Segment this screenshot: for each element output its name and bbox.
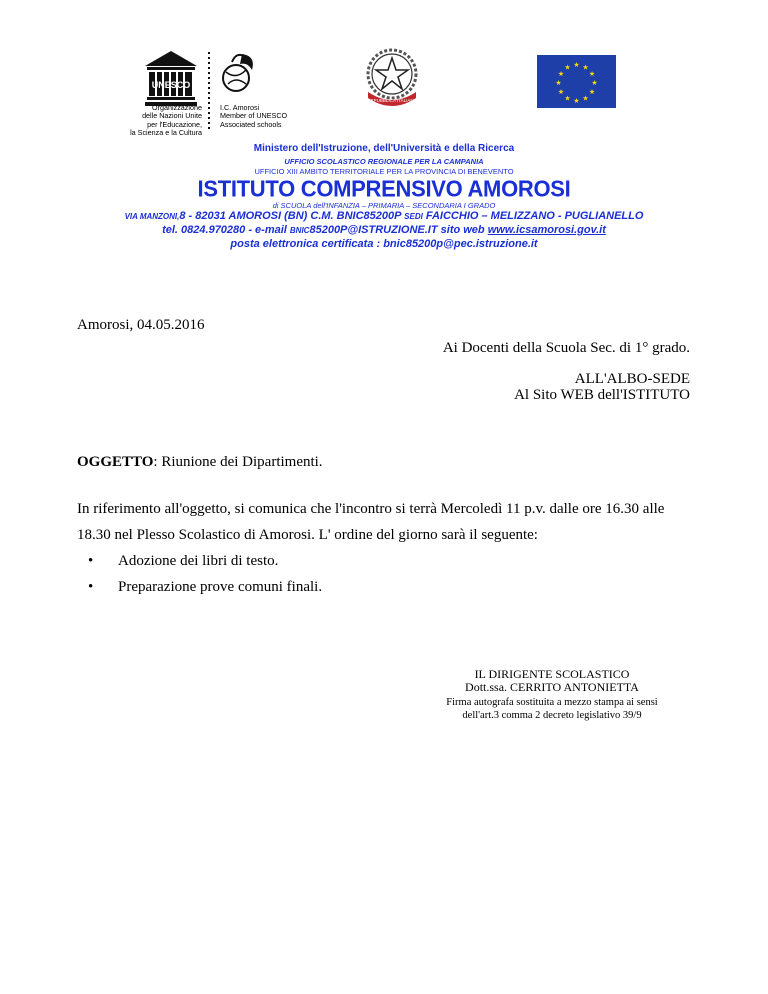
bullet-icon: • [88,553,94,569]
address-main: 8 - 82031 AMOROSI (BN) C.M. BNIC85200P [179,210,402,222]
subject-label: OGGETTO [77,454,154,470]
email-rest[interactable]: 85200P@ISTRUZIONE.IT [309,224,438,236]
emblem-ribbon: REPUBBLICA ITALIANA [367,98,417,103]
agenda-item: Adozione dei libri di testo. [118,553,279,569]
address-line [0,210,768,222]
unesco-caption: Organizzazione delle Nazioni Unite per l'Educazione, la Scienza e la Cultura [130,103,202,137]
body-paragraph-line-2: 18.30 nel Plesso Scolastico di Amorosi. L' ordine del giorno sarà il seguente: [77,527,538,543]
signature-title: IL DIRIGENTE SCOLASTICO [474,667,630,681]
address-sedi-label: SEDI [404,212,423,221]
subject-line [77,454,323,471]
svg-text:★: ★ [582,94,589,103]
svg-text:★: ★ [588,88,596,96]
regional-office: UFFICIO SCOLASTICO REGIONALE PER LA CAMPANIA [284,157,484,166]
svg-text:★: ★ [557,88,565,96]
unesco-logo [143,50,199,110]
svg-text:★: ★ [573,61,580,69]
signature-note-1: Firma autografa sostituita a mezzo stampa ai sensi [446,697,658,708]
contact-line [0,224,768,236]
italian-republic-emblem [362,44,422,110]
school-levels: di SCUOLA dell'INFANZIA – PRIMARIA – SECONDARIA I GRADO [272,201,496,210]
address-via: VIA MANZONI, [124,212,180,221]
logo-divider [208,52,210,132]
svg-text:★: ★ [564,94,571,103]
amorosi-school-logo [218,50,258,98]
ministry-name: Ministero dell'Istruzione, dell'Università e della Ricerca [253,143,515,154]
local-office: UFFICIO XIII AMBITO TERRITORIALE PER LA PROVINCIA DI BENEVENTO [254,167,514,176]
svg-text:★: ★ [557,70,565,78]
svg-text:★: ★ [582,63,589,72]
signature-name: Dott.ssa. CERRITO ANTONIETTA [465,680,639,694]
website-label: sito web [440,224,485,236]
svg-text:★: ★ [573,97,580,105]
pec-address[interactable]: posta elettronica certificata : bnic85200p@pec.istruzione.it [230,238,538,250]
svg-text:★: ★ [555,79,562,87]
svg-text:★: ★ [591,79,598,87]
letter-date: Amorosi, 04.05.2016 [77,317,205,333]
email-code: BNIC [289,226,310,235]
eu-flag [537,55,616,108]
address-sedi: FAICCHIO – MELIZZANO - PUGLIANELLO [425,210,644,222]
telephone: tel. 0824.970280 - e-mail [162,224,287,236]
amorosi-caption: I.C. Amorosi Member of UNESCO Associated schools [220,103,288,129]
recipient-website: Al Sito WEB dell'ISTITUTO [514,387,690,403]
school-name: ISTITUTO COMPRENSIVO AMOROSI [197,175,571,202]
svg-text:★: ★ [588,70,596,78]
website-link[interactable]: www.icsamorosi.gov.it [487,224,606,236]
svg-text:★: ★ [564,63,571,72]
subject-text: : Riunione dei Dipartimenti. [153,454,323,470]
recipient-teachers: Ai Docenti della Scuola Sec. di 1° grado. [442,340,690,356]
signature-note-2: dell'art.3 comma 2 decreto legislativo 39/9 [462,710,642,721]
bullet-icon: • [88,579,94,595]
body-paragraph-line-1: In riferimento all'oggetto, si comunica che l'incontro si terrà Mercoledì 11 p.v. dalle ore 16.30 alle [77,501,665,517]
agenda-item: Preparazione prove comuni finali. [118,579,323,595]
unesco-wordmark: UNESCO [151,80,191,90]
recipient-albo: ALL'ALBO-SEDE [574,371,690,387]
